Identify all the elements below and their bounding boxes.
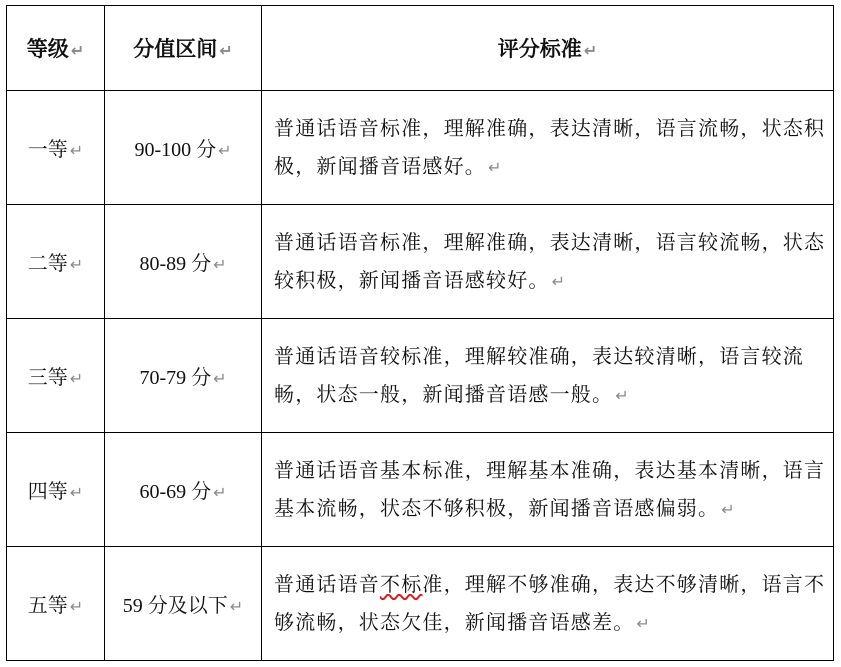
- criteria-cell: [262, 433, 834, 547]
- range-cell: 70-79 分 ↵: [105, 319, 262, 433]
- paragraph-mark-icon: ↵: [69, 597, 84, 616]
- criteria-text: 普通话语音不标准，理解不够准确，表达不够清晰，语言不够流畅，状态欠佳，新闻播音语感差。 ↵: [274, 571, 826, 634]
- criteria-cell: [262, 91, 834, 205]
- paragraph-mark-icon: ↵: [69, 483, 84, 502]
- paragraph-mark-icon: ↵: [213, 255, 227, 274]
- paragraph-mark-icon: ↵: [70, 41, 85, 60]
- paragraph-mark-icon: ↵: [229, 597, 244, 616]
- criteria-cell: [262, 547, 834, 661]
- paragraph-mark-icon: ↵: [69, 369, 84, 388]
- criteria-text: 普通话语音标准，理解准确，表达清晰，语言较流畅，状态较积极，新闻播音语感较好。 ↵: [274, 229, 826, 292]
- paragraph-mark-icon: ↵: [218, 141, 232, 160]
- paragraph-mark-icon: ↵: [69, 141, 84, 160]
- header-grade: 等级 ↵: [7, 6, 105, 91]
- header-range: 分值区间 ↵: [105, 6, 262, 91]
- spellcheck-underline: 不标: [380, 571, 423, 596]
- table-row: [7, 91, 834, 205]
- grade-cell: 三等 ↵: [7, 319, 105, 433]
- range-cell: 80-89 分 ↵: [105, 205, 262, 319]
- grade-cell: 二等 ↵: [7, 205, 105, 319]
- table-row: [7, 319, 834, 433]
- paragraph-mark-icon: ↵: [488, 157, 503, 177]
- table-row: [7, 433, 834, 547]
- table-row: [7, 547, 834, 661]
- paragraph-mark-icon: ↵: [551, 271, 567, 291]
- criteria-cell: [262, 319, 834, 433]
- paragraph-mark-icon: ↵: [219, 41, 233, 60]
- paragraph-mark-icon: ↵: [721, 499, 736, 519]
- range-cell: 59 分及以下 ↵: [105, 547, 262, 661]
- criteria-text: 普通话语音较标准，理解较准确，表达较清晰，语言较流畅，状态一般，新闻播音语感一般。 ↵: [274, 343, 804, 406]
- paragraph-mark-icon: ↵: [213, 483, 227, 502]
- grade-cell: 五等 ↵: [7, 547, 105, 661]
- range-cell: 60-69 分 ↵: [105, 433, 262, 547]
- range-cell: 90-100 分 ↵: [105, 91, 262, 205]
- paragraph-mark-icon: ↵: [636, 613, 652, 633]
- paragraph-mark-icon: ↵: [69, 255, 84, 274]
- criteria-text: 普通话语音标准，理解准确，表达清晰，语言流畅，状态积极，新闻播音语感好。 ↵: [274, 115, 826, 178]
- paragraph-mark-icon: ↵: [615, 385, 630, 405]
- grade-cell: 四等 ↵: [7, 433, 105, 547]
- table-row: [7, 205, 834, 319]
- header-criteria: 评分标准 ↵: [262, 6, 834, 91]
- grading-table: [6, 5, 834, 661]
- criteria-text: 普通话语音基本标准，理解基本准确，表达基本清晰，语言基本流畅，状态不够积极，新闻播音语感偏弱。 ↵: [274, 457, 826, 520]
- header-row: [7, 6, 834, 91]
- grade-cell: 一等 ↵: [7, 91, 105, 205]
- paragraph-mark-icon: ↵: [583, 41, 598, 60]
- criteria-cell: [262, 205, 834, 319]
- paragraph-mark-icon: ↵: [213, 369, 227, 388]
